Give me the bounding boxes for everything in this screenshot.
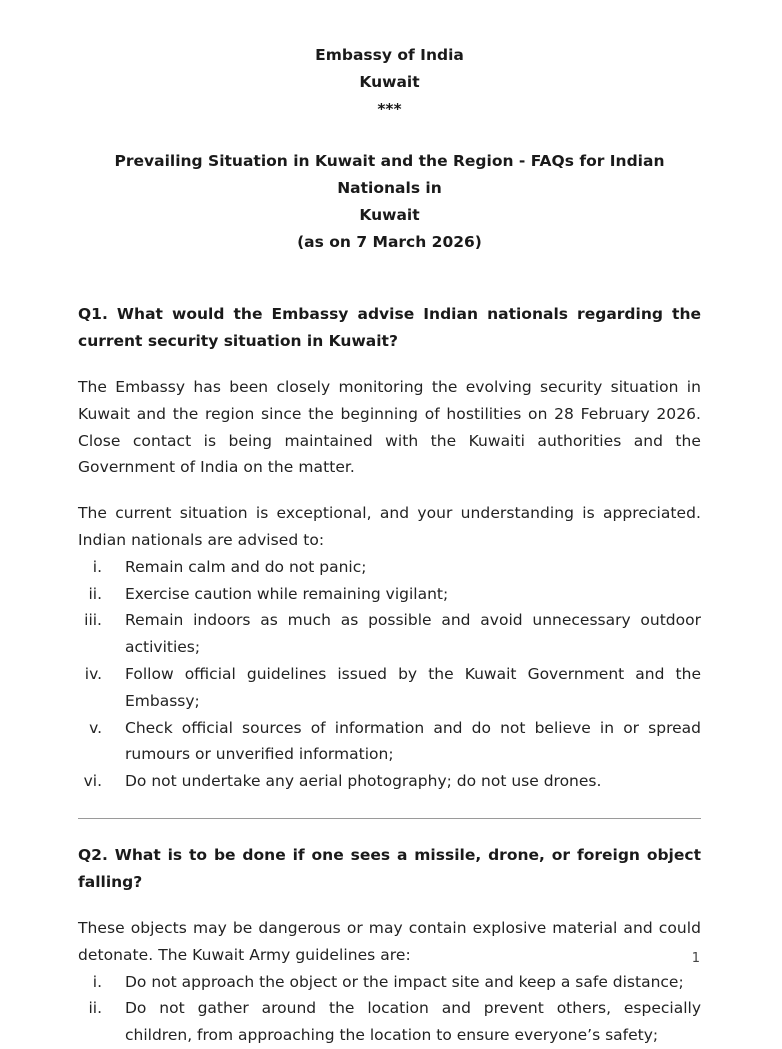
q1-advice-list [78,554,701,795]
title-date: (as on 7 March 2026) [297,233,482,251]
embassy-name: Embassy of India [315,46,464,64]
list-item [78,581,701,608]
list-item [78,554,701,581]
list-item-text: Exercise caution while remaining vigilant; [125,584,449,603]
list-item [78,661,701,715]
list-item [78,995,701,1049]
section-divider [78,818,701,819]
list-item-number: ii. [88,584,102,603]
question-1: Q1. What would the Embassy advise Indian nationals regarding the current security situation in Kuwait? [78,305,701,350]
list-item [78,607,701,661]
list-item-text: Do not undertake any aerial photography; do not use drones. [125,772,602,791]
document-page [78,42,701,1049]
list-item [78,969,701,996]
list-item-number: i. [92,557,102,576]
list-item-number: v. [89,718,102,737]
q1-paragraph-2: The current situation is exceptional, and your understanding is appreciated. Indian nationals are advised to: [78,504,701,549]
list-item-number: iii. [84,611,102,630]
header-separator: *** [377,100,402,118]
list-item-text: Do not gather around the location and prevent others, especially children, from approaching the location to ensure everyone’s safety; [125,999,701,1045]
page-number: 1 [691,951,700,966]
list-item-number: ii. [88,999,102,1018]
q2-paragraph-1: These objects may be dangerous or may contain explosive material and could detonate. The Kuwait Army guidelines are: [78,918,701,964]
list-item-text: Follow official guidelines issued by the Kuwait Government and the Embassy; [125,664,701,710]
document-title [78,148,701,256]
embassy-city: Kuwait [359,73,420,91]
list-item [78,768,701,795]
q2-guideline-list [78,969,701,1049]
q1-paragraph-1: The Embassy has been closely monitoring the evolving security situation in Kuwait and the region since the beginning of hostilities on 28 February 2026. Close contact is being maintained with the Kuwaiti authorities and the Government of India on the matter. [78,378,701,477]
title-line-1: Prevailing Situation in Kuwait and the Region - FAQs for Indian Nationals in [114,152,665,197]
list-item-text: Do not approach the object or the impact site and keep a safe distance; [125,972,684,991]
list-item-number: iv. [84,664,102,683]
list-item-number: vi. [83,772,102,791]
list-item-text: Remain calm and do not panic; [125,557,367,576]
list-item [78,715,701,769]
question-2: Q2. What is to be done if one sees a missile, drone, or foreign object falling? [78,845,701,891]
list-item-text: Remain indoors as much as possible and avoid unnecessary outdoor activities; [125,611,701,657]
list-item-text: Check official sources of information and do not believe in or spread rumours or unverified information; [125,718,701,764]
title-line-2: Kuwait [359,206,420,224]
list-item-number: i. [92,972,102,991]
